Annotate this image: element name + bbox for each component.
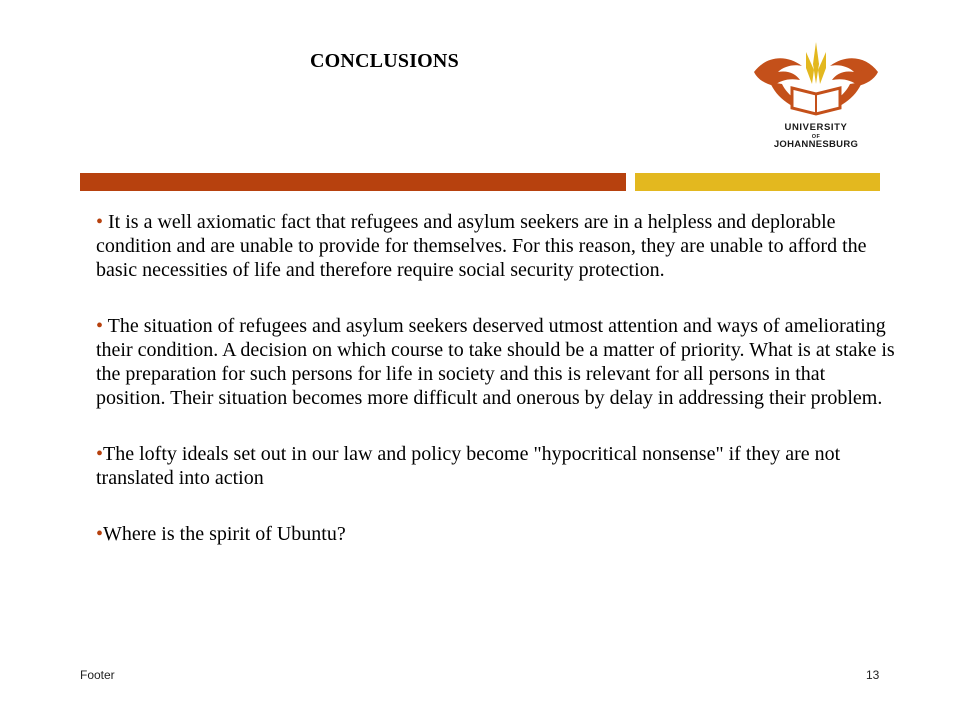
- bullet-paragraph: [96, 522, 896, 546]
- logo-text-line3: JOHANNESBURG: [773, 139, 859, 150]
- university-logo: [748, 38, 884, 156]
- page-number: 13: [866, 668, 880, 682]
- bullet-paragraph: [96, 314, 896, 410]
- paragraph-text: It is a well axiomatic fact that refugees and asylum seekers are in a helpless and deplorable condition and are unable to provide for themselves. For this reason, they are unable to afford the basic necessities of life and therefore require social security protection.: [96, 211, 867, 281]
- bullet-icon: •: [96, 523, 104, 545]
- bullet-icon: •: [96, 443, 104, 465]
- slide-title: CONCLUSIONS: [310, 50, 459, 72]
- bullet-icon: •: [96, 315, 104, 337]
- paragraph-text: The lofty ideals set out in our law and policy become "hypocritical nonsense" if they are not translated into action: [96, 443, 841, 489]
- footer-text: Footer: [80, 668, 115, 682]
- slide-body: [96, 210, 896, 578]
- logo-text-line1: UNIVERSITY: [784, 122, 848, 133]
- accent-bar-yellow: [635, 173, 880, 191]
- paragraph-text: The situation of refugees and asylum seekers deserved utmost attention and ways of ameliorating their condition. A decision on which course to take should be a matter of priority. What is at stake is the preparation for such persons for life in society and this is relevant for all persons in that position. Their situation becomes more difficult and onerous by delay in addressing their problem.: [96, 315, 895, 409]
- logo-text-line2: OF: [811, 134, 821, 140]
- paragraph-text: Where is the spirit of Ubuntu?: [103, 523, 346, 545]
- university-of-johannesburg-crest-icon: [748, 38, 884, 122]
- bullet-icon: •: [96, 211, 104, 233]
- accent-bar-orange: [80, 173, 626, 191]
- bullet-paragraph: [96, 442, 896, 490]
- bullet-paragraph: [96, 210, 896, 282]
